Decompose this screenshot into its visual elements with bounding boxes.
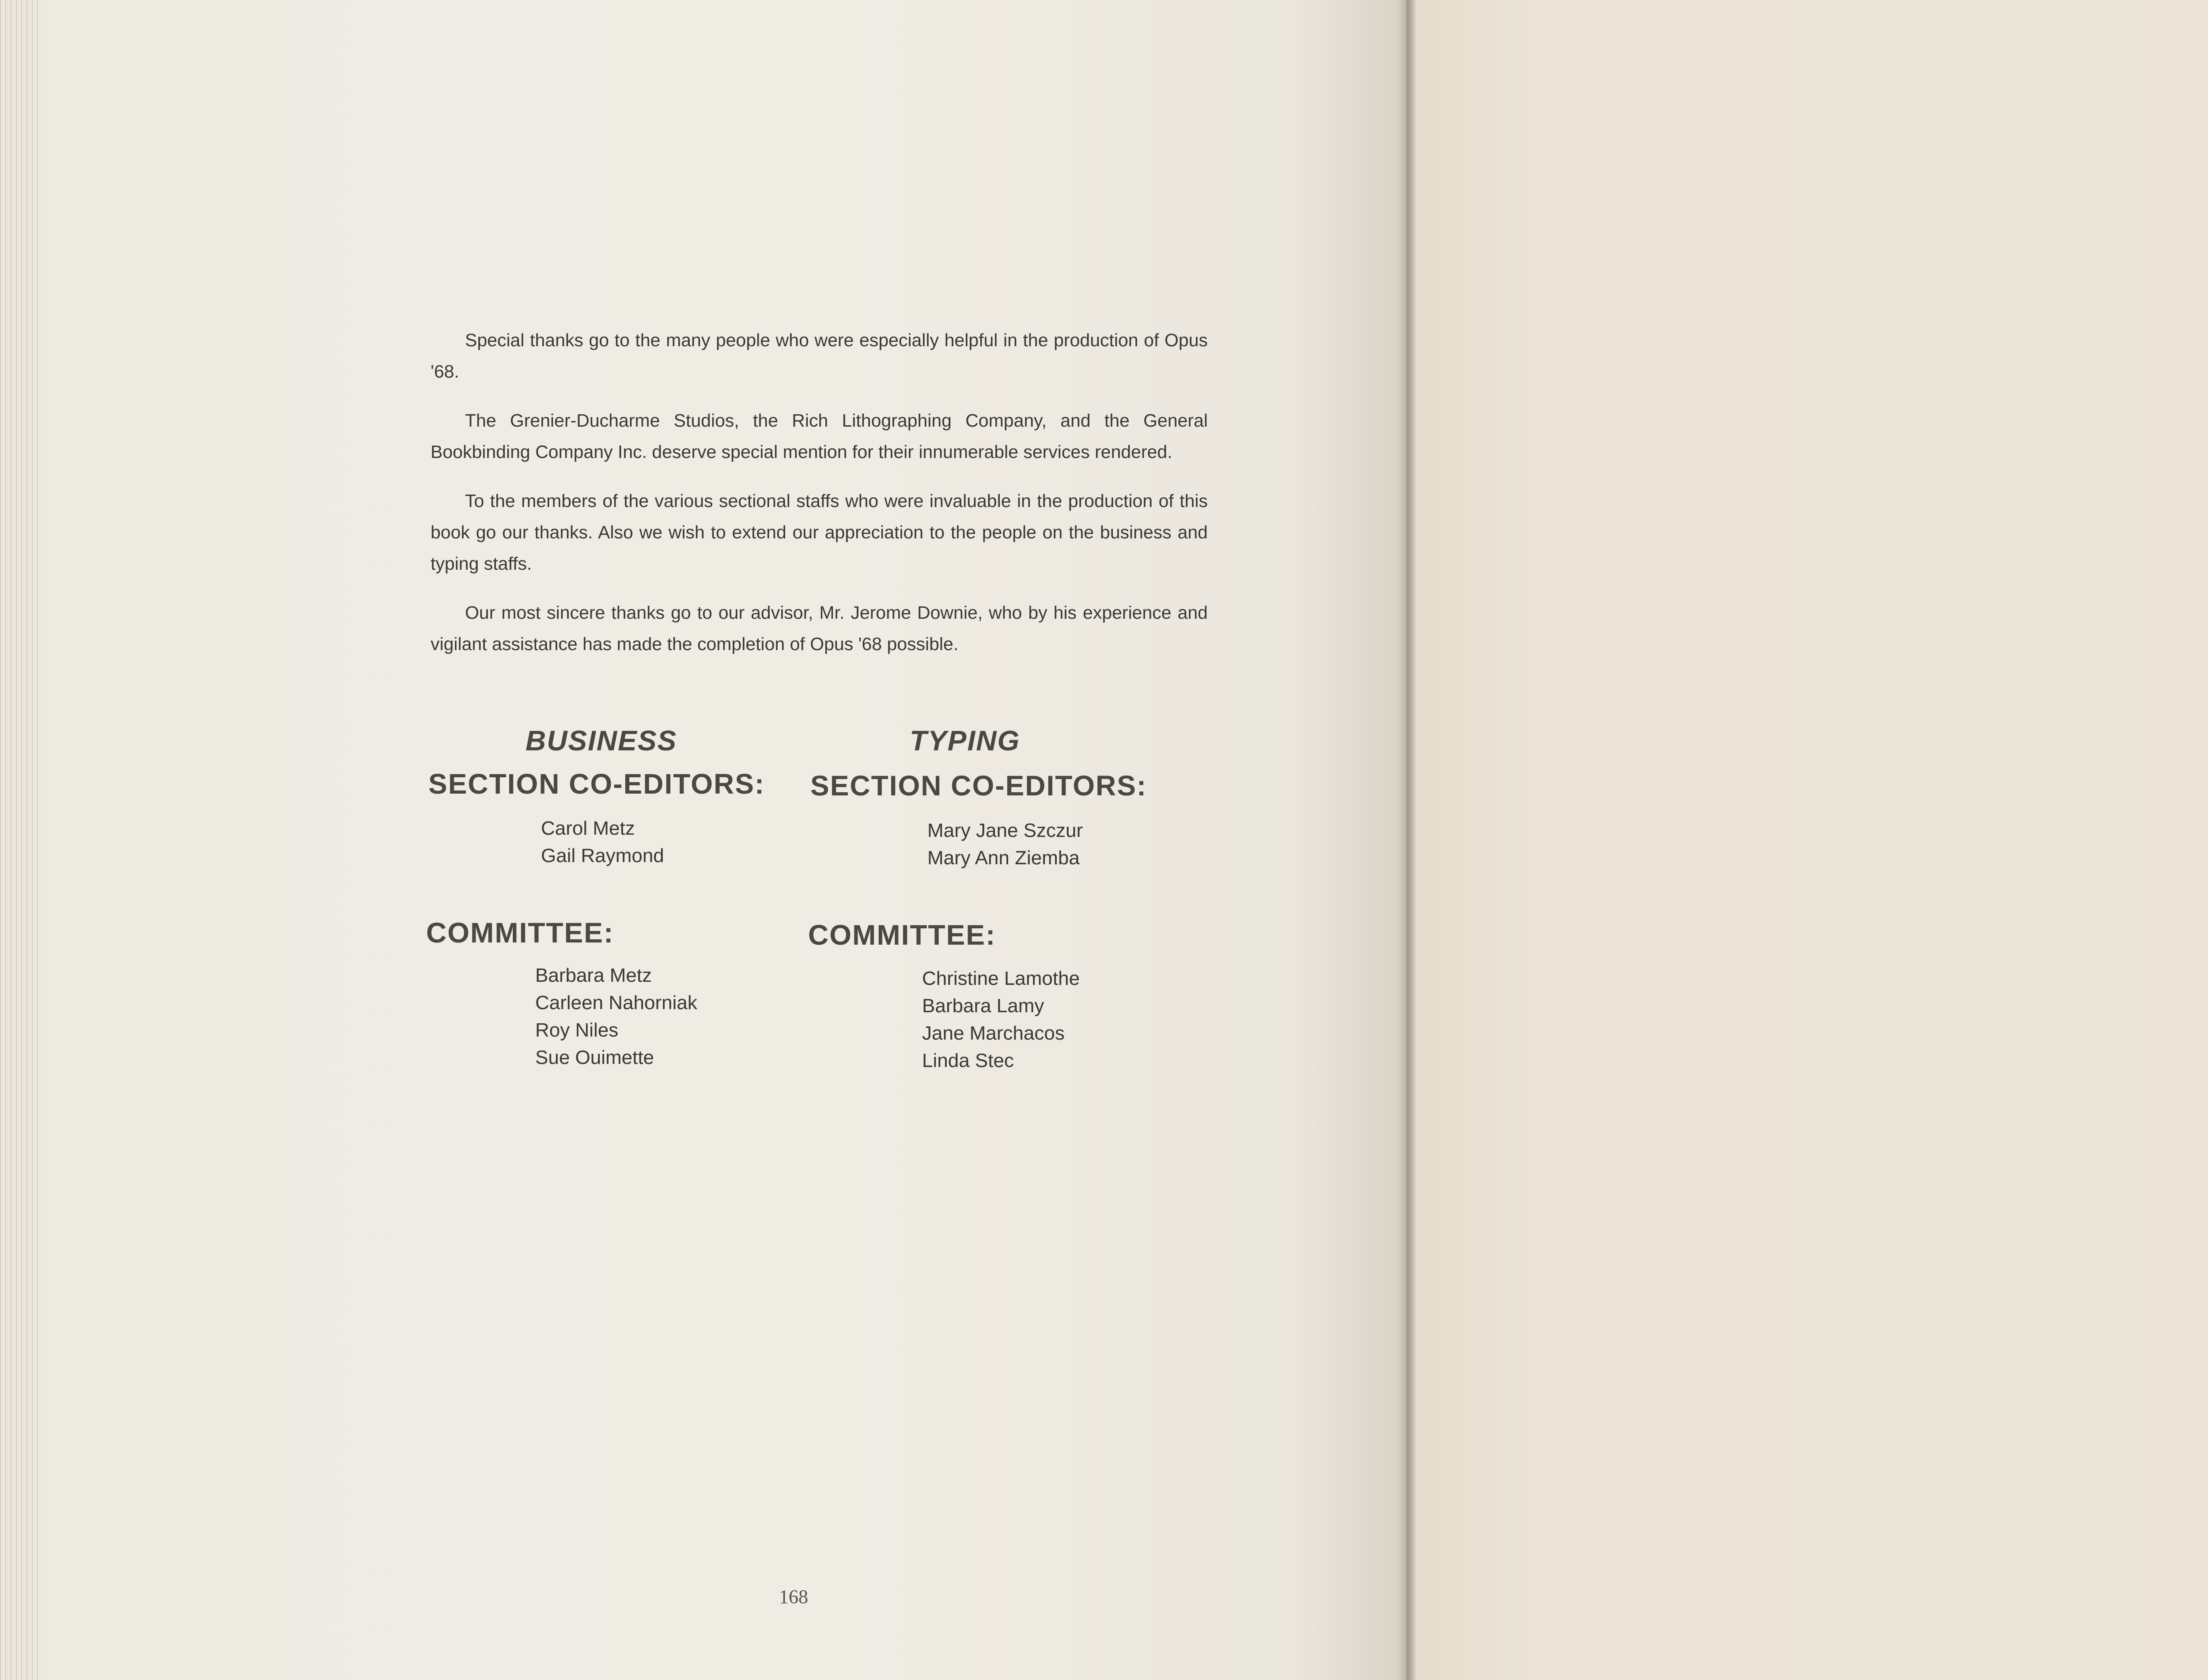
committee-member: Roy Niles — [535, 1019, 619, 1041]
editor-name: Mary Ann Ziemba — [927, 847, 1080, 869]
typing-committee-heading: COMMITTEE: — [808, 919, 996, 951]
committee-member: Jane Marchacos — [922, 1022, 1065, 1044]
book-gutter — [1398, 0, 1415, 1680]
paragraph: Our most sincere thanks go to our advisor, Mr. Jerome Downie, who by his experience and vigilant assistance has made the completion of Opus '68 possible. — [431, 602, 1208, 654]
business-section-coeditors-heading: SECTION CO-EDITORS: — [428, 768, 765, 800]
typing-title: TYPING — [910, 725, 1021, 757]
acknowledgements-text — [431, 325, 1208, 677]
paragraph: To the members of the various sectional staffs who were invaluable in the production of this book go our thanks. Also we wish to extend our appreciation to the people on the business and typing staffs. — [431, 491, 1208, 574]
right-page-blank — [1415, 0, 2208, 1680]
editor-name: Mary Jane Szczur — [927, 820, 1083, 841]
business-title: BUSINESS — [526, 725, 677, 757]
business-editors-list — [541, 815, 664, 870]
committee-member: Barbara Lamy — [922, 995, 1044, 1017]
committee-member: Linda Stec — [922, 1050, 1014, 1071]
typing-section-coeditors-heading: SECTION CO-EDITORS: — [810, 770, 1147, 802]
typing-committee-list — [922, 965, 1080, 1075]
typing-editors-list — [927, 817, 1083, 872]
committee-member: Barbara Metz — [535, 965, 652, 986]
page-edges — [0, 0, 40, 1680]
committee-member: Carleen Nahorniak — [535, 992, 697, 1014]
paragraph: Special thanks go to the many people who were especially helpful in the production of Opus '68. — [431, 330, 1208, 382]
business-committee-heading: COMMITTEE: — [426, 917, 614, 949]
page-number: 168 — [779, 1586, 808, 1608]
committee-member: Sue Ouimette — [535, 1047, 654, 1068]
editor-name: Carol Metz — [541, 817, 635, 839]
committee-member: Christine Lamothe — [922, 968, 1080, 989]
business-committee-list — [535, 962, 697, 1071]
paragraph: The Grenier-Ducharme Studios, the Rich Lithographing Company, and the General Bookbinding Company Inc. deserve special mention for their innumerable services rendered. — [431, 410, 1208, 462]
editor-name: Gail Raymond — [541, 845, 664, 866]
